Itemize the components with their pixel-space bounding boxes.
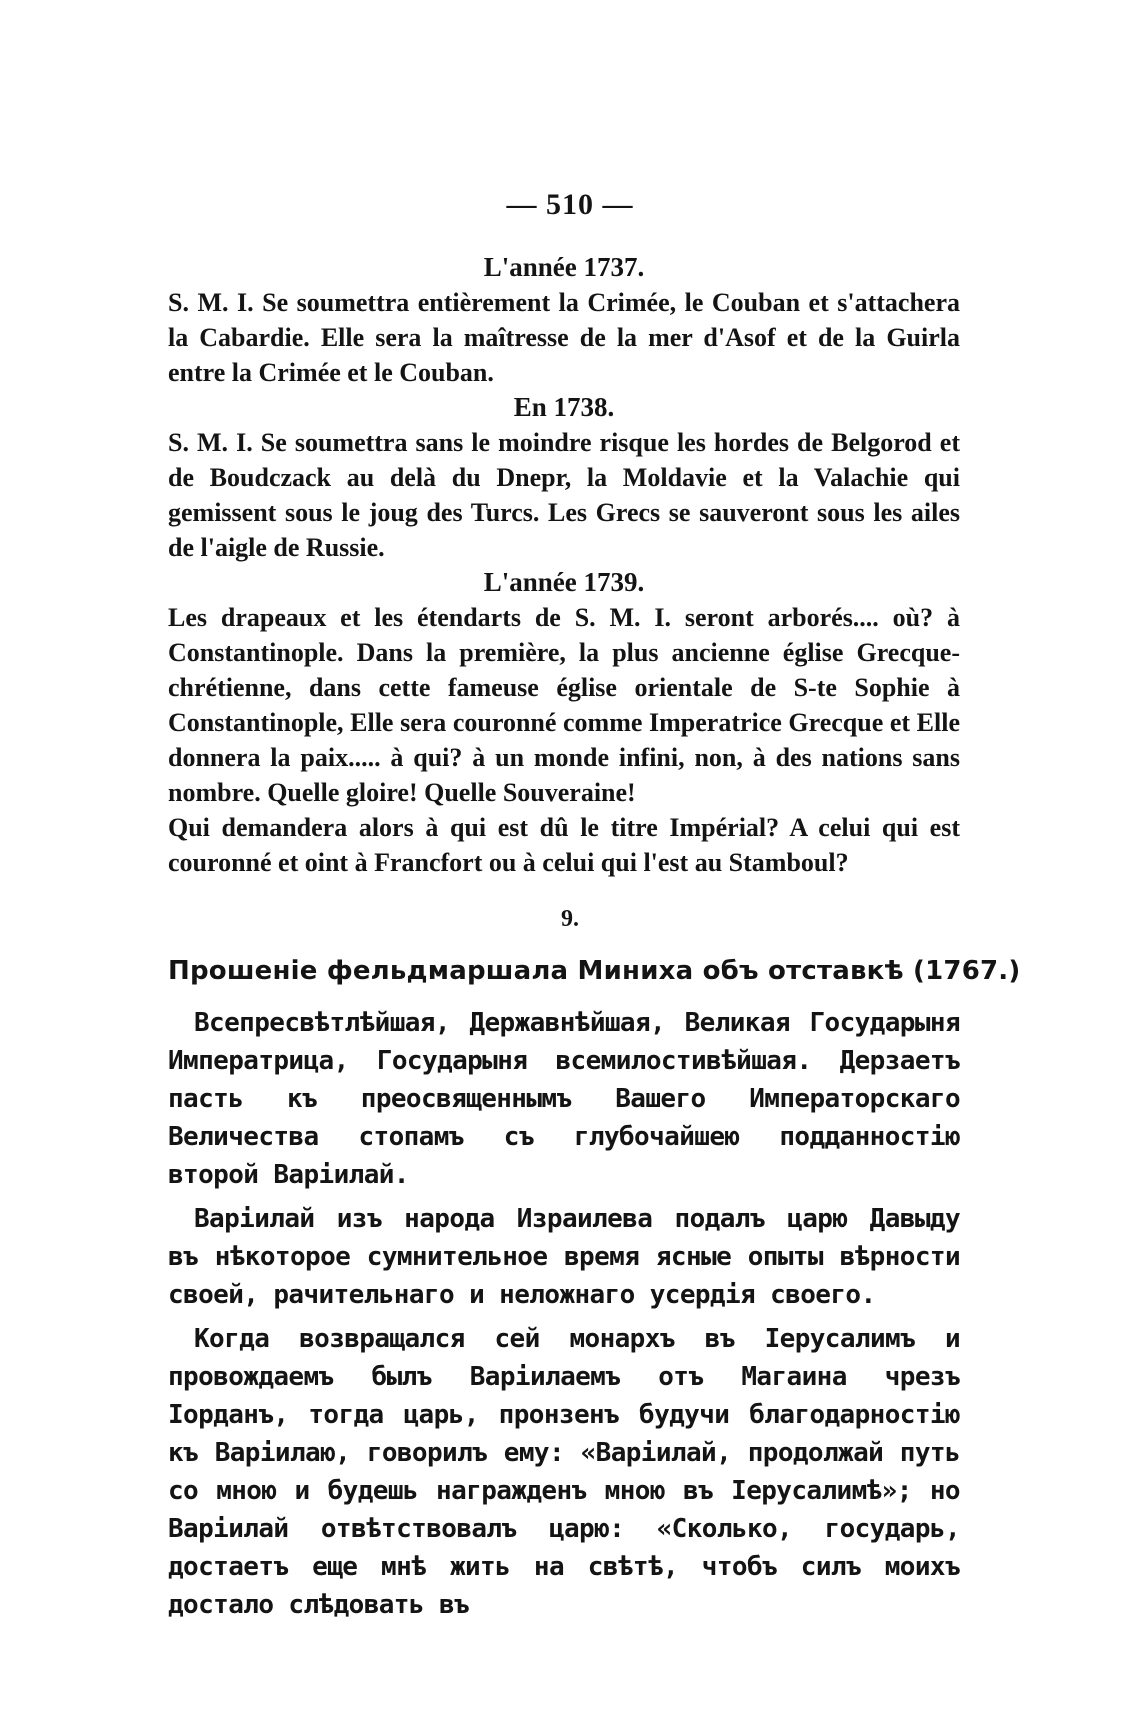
russian-paragraph-2: Варіилай изъ народа Израилева подалъ царю Давыду въ нѣкоторое сумнительное время ясные опыты вѣрности своей, рачительнаго и неложнаго усердія своего. bbox=[168, 1204, 960, 1310]
section-title: Прошеніе фельдмаршала Миниха объ отставкѣ (1767.) bbox=[168, 956, 1021, 986]
russian-paragraph-1: Всепресвѣтлѣйшая, Державнѣйшая, Великая Государыня Императрица, Государыня всемилостивѣйшая. Дерзаетъ пасть къ преосвященнымъ Вашего Императорскаго Величества стопамъ съ глубочайшею подданностію второй Варіилай. bbox=[168, 1008, 960, 1190]
heading-1738: En 1738. bbox=[513, 392, 615, 422]
heading-1737: L'année 1737. bbox=[483, 252, 645, 282]
paragraph-1737: S. M. I. Se soumettra entièrement la Crimée, le Couban et s'attachera la Cabardie. Elle sera la maîtresse de la mer d'Asof et de la Guirla entre la Crimée et le Couban. bbox=[168, 288, 960, 387]
section-number: 9. bbox=[561, 906, 579, 932]
french-text-block bbox=[168, 250, 960, 880]
russian-paragraph-3: Когда возвращался сей монархъ въ Іерусалимъ и провождаемъ былъ Варіилаемъ отъ Магаина чрезъ Іорданъ, тогда царь, пронзенъ будучи благодарностію къ Варіилаю, говорилъ ему: «Варіилай, продолжай путь со мною и будешь награжденъ мною въ Іерусалимѣ»; но Варіилай отвѣтствовалъ царю: «Сколько, государь, достаетъ еще мнѣ жить на свѣтѣ, чтобъ силъ моихъ достало слѣдовать въ bbox=[168, 1324, 960, 1620]
heading-1739: L'année 1739. bbox=[483, 567, 645, 597]
russian-text-block bbox=[168, 1004, 960, 1630]
paragraph-1739-a: Les drapeaux et les étendarts de S. M. I. seront arborés.... où? à Constantinople. Dans la première, la plus ancienne église Grecque-chrétienne, dans cette fameuse église orientale de S-te Sophie à Constantinople, Elle sera couronné comme Imperatrice Grecque et Elle donnera la paix..... à qui? à un monde infini, non, à des nations sans nombre. Quelle gloire! Quelle Souveraine! bbox=[168, 603, 960, 807]
paragraph-1739-b: Qui demandera alors à qui est dû le titre Impérial? A celui qui est couronné et oint à Francfort ou à celui qui l'est au Stamboul? bbox=[168, 813, 960, 877]
paragraph-1738: S. M. I. Se soumettra sans le moindre risque les hordes de Belgorod et de Boudczack au delà du Dnepr, la Moldavie et la Valachie qui gemissent sous le joug des Turcs. Les Grecs se sauveront sous les ailes de l'aigle de Russie. bbox=[168, 428, 960, 562]
page-number: — 510 — bbox=[506, 188, 634, 221]
